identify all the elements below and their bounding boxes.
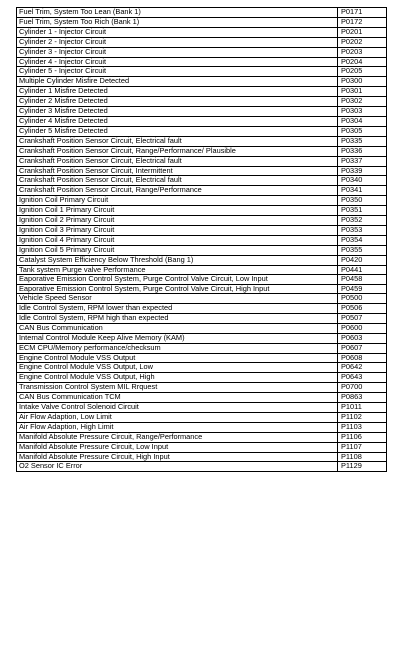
- table-row: [17, 176, 387, 186]
- code-cell: P0351: [338, 206, 387, 216]
- description-cell: Idle Control System, RPM high than expected: [17, 313, 338, 323]
- table-row: [17, 255, 387, 265]
- description-cell: Crankshaft Position Sensor Circuit, Electrical fault: [17, 176, 338, 186]
- code-cell: P0350: [338, 196, 387, 206]
- code-cell: P0301: [338, 87, 387, 97]
- description-cell: Cylinder 5 - Injector Circuit: [17, 67, 338, 77]
- dtc-table: [16, 7, 387, 472]
- code-cell: P0354: [338, 235, 387, 245]
- code-cell: P0353: [338, 225, 387, 235]
- table-row: [17, 27, 387, 37]
- code-cell: P0506: [338, 303, 387, 313]
- code-cell: P0171: [338, 8, 387, 18]
- description-cell: Cylinder 3 Misfire Detected: [17, 107, 338, 117]
- description-cell: Manifold Absolute Pressure Circuit, High Input: [17, 452, 338, 462]
- code-cell: P0336: [338, 146, 387, 156]
- code-cell: P1107: [338, 442, 387, 452]
- table-row: [17, 323, 387, 333]
- code-cell: P0458: [338, 275, 387, 284]
- description-cell: Cylinder 4 - Injector Circuit: [17, 57, 338, 67]
- code-cell: P0339: [338, 166, 387, 176]
- table-row: [17, 373, 387, 383]
- table-row: [17, 313, 387, 323]
- description-cell: Ignition Coil 1 Primary Circuit: [17, 206, 338, 216]
- code-cell: P0205: [338, 67, 387, 77]
- table-row: [17, 442, 387, 452]
- code-cell: P0608: [338, 353, 387, 363]
- table-row: [17, 462, 387, 472]
- code-cell: P0337: [338, 156, 387, 166]
- code-cell: P0172: [338, 17, 387, 27]
- table-row: [17, 383, 387, 393]
- table-row: [17, 284, 387, 293]
- table-row: [17, 17, 387, 27]
- code-cell: P1103: [338, 422, 387, 432]
- code-cell: P0863: [338, 393, 387, 403]
- table-row: [17, 393, 387, 403]
- description-cell: Cylinder 1 - Injector Circuit: [17, 27, 338, 37]
- table-row: [17, 116, 387, 126]
- code-cell: P0202: [338, 37, 387, 47]
- code-cell: P0600: [338, 323, 387, 333]
- description-cell: Ignition Coil Primary Circuit: [17, 196, 338, 206]
- table-row: [17, 107, 387, 117]
- description-cell: Multiple Cylinder Misfire Detected: [17, 77, 338, 87]
- table-row: [17, 37, 387, 47]
- table-row: [17, 57, 387, 67]
- code-cell: P0441: [338, 265, 387, 275]
- code-cell: P1102: [338, 412, 387, 422]
- description-cell: Ignition Coil 2 Primary Circuit: [17, 216, 338, 226]
- description-cell: Ignition Coil 5 Primary Circuit: [17, 245, 338, 255]
- table-row: [17, 275, 387, 284]
- code-cell: P0341: [338, 186, 387, 196]
- code-cell: P0500: [338, 294, 387, 304]
- table-row: [17, 265, 387, 275]
- description-cell: Manifold Absolute Pressure Circuit, Range/Performance: [17, 432, 338, 442]
- table-row: [17, 67, 387, 77]
- table-row: [17, 303, 387, 313]
- table-row: [17, 47, 387, 57]
- description-cell: Cylinder 5 Misfire Detected: [17, 126, 338, 136]
- description-cell: Eaporative Emission Control System, Purge Control Valve Circuit, Low Input: [17, 275, 338, 284]
- description-cell: Engine Control Module VSS Output, Low: [17, 363, 338, 373]
- code-cell: P0203: [338, 47, 387, 57]
- description-cell: Cylinder 3 - Injector Circuit: [17, 47, 338, 57]
- table-row: [17, 166, 387, 176]
- table-row: [17, 136, 387, 146]
- table-row: [17, 196, 387, 206]
- description-cell: Crankshaft Position Sensor Circuit, Electrical fault: [17, 136, 338, 146]
- table-row: [17, 126, 387, 136]
- description-cell: Cylinder 2 Misfire Detected: [17, 97, 338, 107]
- description-cell: Manifold Absolute Pressure Circuit, Low Input: [17, 442, 338, 452]
- code-cell: P0335: [338, 136, 387, 146]
- table-row: [17, 156, 387, 166]
- code-cell: P0302: [338, 97, 387, 107]
- table-row: [17, 245, 387, 255]
- table-row: [17, 422, 387, 432]
- table-row: [17, 206, 387, 216]
- dtc-table-body: [17, 8, 387, 472]
- code-cell: P0420: [338, 255, 387, 265]
- code-cell: P0642: [338, 363, 387, 373]
- description-cell: Engine Control Module VSS Output: [17, 353, 338, 363]
- code-cell: P0643: [338, 373, 387, 383]
- description-cell: Transmission Control System MIL Rrquest: [17, 383, 338, 393]
- table-row: [17, 235, 387, 245]
- description-cell: O2 Sensor IC Error: [17, 462, 338, 472]
- description-cell: Vehicle Speed Sensor: [17, 294, 338, 304]
- code-cell: P0507: [338, 313, 387, 323]
- description-cell: Ignition Coil 3 Primary Circuit: [17, 225, 338, 235]
- table-row: [17, 333, 387, 343]
- table-row: [17, 432, 387, 442]
- description-cell: Ignition Coil 4 Primary Circuit: [17, 235, 338, 245]
- description-cell: Eaporative Emission Control System, Purge Control Valve Circuit, High Input: [17, 284, 338, 293]
- table-row: [17, 363, 387, 373]
- code-cell: P1011: [338, 403, 387, 413]
- description-cell: CAN Bus Communication TCM: [17, 393, 338, 403]
- description-cell: Cylinder 1 Misfire Detected: [17, 87, 338, 97]
- description-cell: Idle Control System, RPM lower than expected: [17, 303, 338, 313]
- description-cell: Catalyst System Efficiency Below Threshold (Bang 1): [17, 255, 338, 265]
- table-row: [17, 216, 387, 226]
- table-row: [17, 87, 387, 97]
- dtc-document: [16, 7, 387, 472]
- table-row: [17, 403, 387, 413]
- code-cell: P0340: [338, 176, 387, 186]
- description-cell: Crankshaft Position Sensor Circuit, Electrical fault: [17, 156, 338, 166]
- description-cell: ECM CPU/Memory performance/checksum: [17, 343, 338, 353]
- description-cell: Cylinder 2 - Injector Circuit: [17, 37, 338, 47]
- table-row: [17, 225, 387, 235]
- code-cell: P0603: [338, 333, 387, 343]
- description-cell: Crankshaft Position Sensor Circuit, Range/Performance: [17, 186, 338, 196]
- table-row: [17, 97, 387, 107]
- code-cell: P1108: [338, 452, 387, 462]
- table-row: [17, 412, 387, 422]
- description-cell: Cylinder 4 Misfire Detected: [17, 116, 338, 126]
- table-row: [17, 294, 387, 304]
- description-cell: Air Flow Adaption, High Limit: [17, 422, 338, 432]
- description-cell: Internal Control Module Keep Alive Memory (KAM): [17, 333, 338, 343]
- code-cell: P0300: [338, 77, 387, 87]
- table-row: [17, 77, 387, 87]
- table-row: [17, 343, 387, 353]
- table-row: [17, 8, 387, 18]
- code-cell: P0607: [338, 343, 387, 353]
- description-cell: Air Flow Adaption, Low Limit: [17, 412, 338, 422]
- code-cell: P1129: [338, 462, 387, 472]
- code-cell: P0305: [338, 126, 387, 136]
- code-cell: P0459: [338, 284, 387, 293]
- table-row: [17, 146, 387, 156]
- description-cell: Crankshaft Position Sensor Circuit, Intermittent: [17, 166, 338, 176]
- code-cell: P0355: [338, 245, 387, 255]
- code-cell: P0204: [338, 57, 387, 67]
- code-cell: P0201: [338, 27, 387, 37]
- code-cell: P0303: [338, 107, 387, 117]
- description-cell: Tank system Purge valve Performance: [17, 265, 338, 275]
- code-cell: P1106: [338, 432, 387, 442]
- table-row: [17, 353, 387, 363]
- description-cell: CAN Bus Communication: [17, 323, 338, 333]
- table-row: [17, 452, 387, 462]
- description-cell: Intake Valve Control Solenoid Circuit: [17, 403, 338, 413]
- code-cell: P0700: [338, 383, 387, 393]
- code-cell: P0304: [338, 116, 387, 126]
- table-row: [17, 186, 387, 196]
- description-cell: Fuel Trim, System Too Lean (Bank 1): [17, 8, 338, 18]
- description-cell: Crankshaft Position Sensor Circuit, Range/Performance/ Plausible: [17, 146, 338, 156]
- description-cell: Engine Control Module VSS Output, High: [17, 373, 338, 383]
- code-cell: P0352: [338, 216, 387, 226]
- description-cell: Fuel Trim, System Too Rich (Bank 1): [17, 17, 338, 27]
